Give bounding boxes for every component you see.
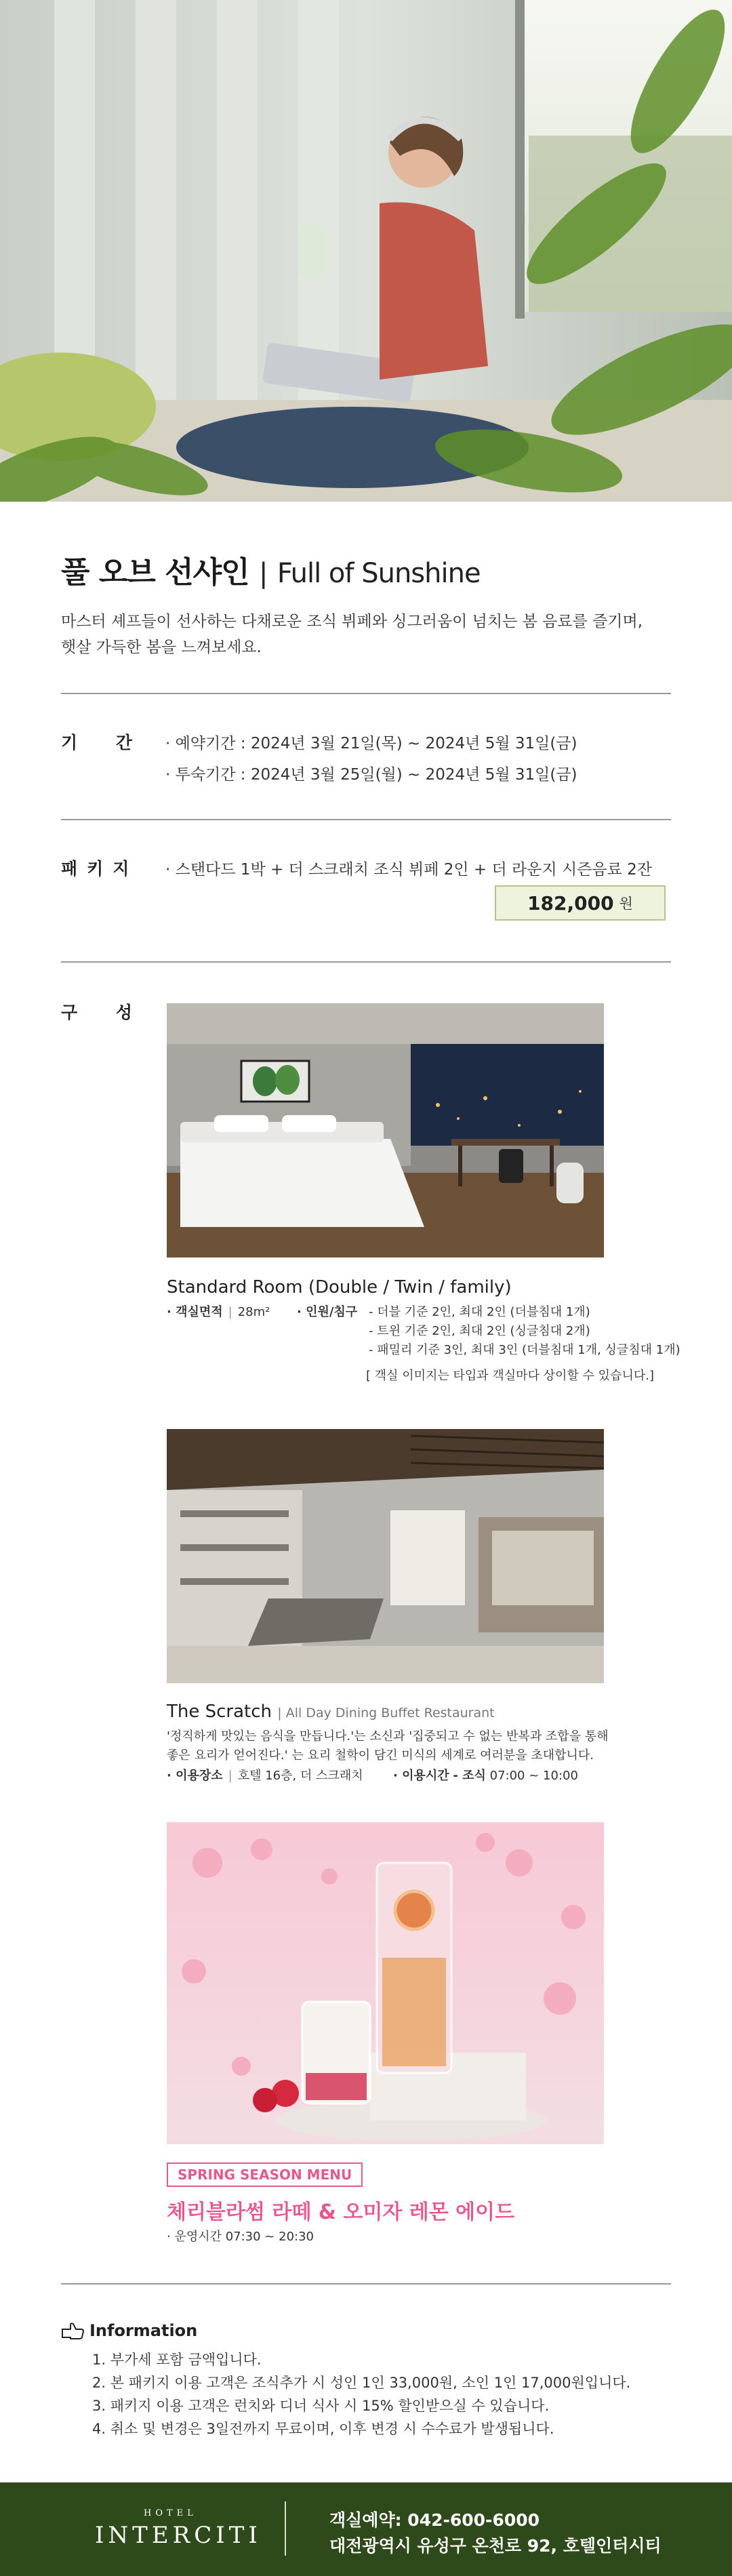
restaurant-time-label: · 이용시간	[393, 1769, 449, 1783]
information-heading	[61, 2321, 197, 2340]
restaurant-name: The Scratch	[167, 1702, 272, 1722]
room-people-label: · 인원/침구	[297, 1305, 358, 1319]
restaurant-subtitle: | All Day Dining Buffet Restaurant	[277, 1706, 495, 1720]
room-people-list	[369, 1303, 680, 1360]
price-box	[495, 885, 666, 921]
reservation-phone: 객실예약: 042-600-6000	[329, 2510, 540, 2530]
divider	[61, 693, 671, 694]
information-list	[92, 2348, 630, 2440]
hotel-address: 대전광역시 유성구 온천로 92, 호텔인터시티	[329, 2536, 662, 2556]
spring-menu-photo	[167, 1822, 604, 2144]
stay-period: · 투숙기간 : 2024년 3월 25일(월) ~ 2024년 5월 31일(금)	[165, 766, 577, 784]
room-area-label: · 객실면적	[167, 1305, 223, 1319]
spring-menu-title: 체리블라썸 라떼 & 오미자 레몬 에이드	[167, 2200, 515, 2224]
spring-hours: · 운영시간 07:30 ~ 20:30	[167, 2230, 314, 2244]
restaurant-desc-line-1: '정직하게 맛있는 음식을 만듭니다.'는 소신과 '집중되고 수 없는 반복과 조합을 통해	[167, 1729, 609, 1744]
room-title: Standard Room (Double / Twin / family)	[167, 1277, 512, 1297]
standard-room-photo	[167, 1003, 604, 1257]
period-label: 기 간	[61, 733, 149, 752]
hero-photo	[0, 0, 732, 502]
title-korean: 풀 오브 선샤인	[61, 555, 249, 590]
restaurant-place-label: · 이용장소	[167, 1769, 223, 1783]
information-item: 3. 패키지 이용 고객은 런치와 디너 식사 시 15% 할인받으실 수 있습니다.	[92, 2398, 550, 2414]
information-title: Information	[89, 2321, 198, 2340]
spring-season-badge: SPRING SEASON MENU	[167, 2162, 363, 2187]
intro-line-1: 마스터 셰프들이 선사하는 다채로운 조식 뷔페와 싱그러움이 넘치는 봄 음료를 즐기며,	[61, 613, 643, 630]
divider	[61, 819, 671, 820]
divider	[61, 2283, 671, 2285]
footer-divider	[285, 2501, 286, 2556]
price-currency: 원	[619, 895, 633, 912]
intro-line-2: 햇살 가득한 봄을 느껴보세요.	[61, 639, 262, 656]
restaurant-place: · 이용장소 | 호텔 16층, 더 스크래치	[167, 1769, 363, 1783]
room-image-note: [ 객실 이미지는 타입과 객실마다 상이할 수 있습니다.]	[366, 1369, 654, 1383]
page-title	[61, 548, 481, 591]
divider	[61, 961, 671, 963]
room-people-line: - 패밀리 기준 3인, 최대 3인 (더블침대 1개, 싱글침대 1개)	[369, 1343, 680, 1357]
restaurant-photo	[167, 1429, 604, 1683]
restaurant-time	[393, 1767, 578, 1786]
restaurant-time-sub: - 조식	[453, 1769, 486, 1783]
hand-pointing-icon	[61, 2321, 84, 2340]
package-description: · 스탠다드 1박 + 더 스크래치 조식 뷔페 2인 + 더 라운지 시즌음료 2잔	[165, 861, 653, 879]
room-people-line: - 더블 기준 2인, 최대 2인 (더블침대 1개)	[369, 1305, 590, 1319]
logo-hotel-text: HOTEL	[144, 2508, 197, 2518]
package-label: 패키지	[61, 859, 139, 879]
title-divider: |	[259, 558, 268, 589]
room-people-line: - 트윈 기준 2인, 최대 2인 (싱글침대 2개)	[369, 1324, 590, 1338]
hero-illustration	[0, 0, 732, 502]
title-english: Full of Sunshine	[277, 558, 481, 589]
restaurant-desc-line-2: 좋은 요리가 얻어진다.' 는 요리 철학이 담긴 미식의 세계로 여러분을 초대합니다.	[167, 1748, 594, 1763]
booking-period: · 예약기간 : 2024년 3월 21일(목) ~ 2024년 5월 31일(금)	[165, 735, 577, 752]
information-item: 2. 본 패키지 이용 고객은 조식추가 시 성인 1인 33,000원, 소인 1인 17,000원입니다.	[92, 2375, 631, 2391]
room-area: · 객실면적 | 28m²	[167, 1305, 270, 1319]
restaurant-place-value: 호텔 16층, 더 스크래치	[237, 1769, 363, 1783]
room-area-value: 28m²	[237, 1305, 270, 1319]
intro-text	[61, 609, 671, 660]
information-item: 4. 취소 및 변경은 3일전까지 무료이며, 이후 변경 시 수수료가 발생됩니다.	[92, 2421, 554, 2437]
restaurant-title	[167, 1702, 495, 1722]
information-item: 1. 부가세 포함 금액입니다.	[92, 2352, 262, 2368]
restaurant-description	[167, 1727, 609, 1765]
composition-label: 구 성	[61, 1003, 149, 1022]
hotel-logo: INTERCITI	[95, 2522, 262, 2549]
price-value: 182,000	[527, 891, 614, 914]
restaurant-time-value: 07:00 ~ 10:00	[489, 1769, 578, 1783]
